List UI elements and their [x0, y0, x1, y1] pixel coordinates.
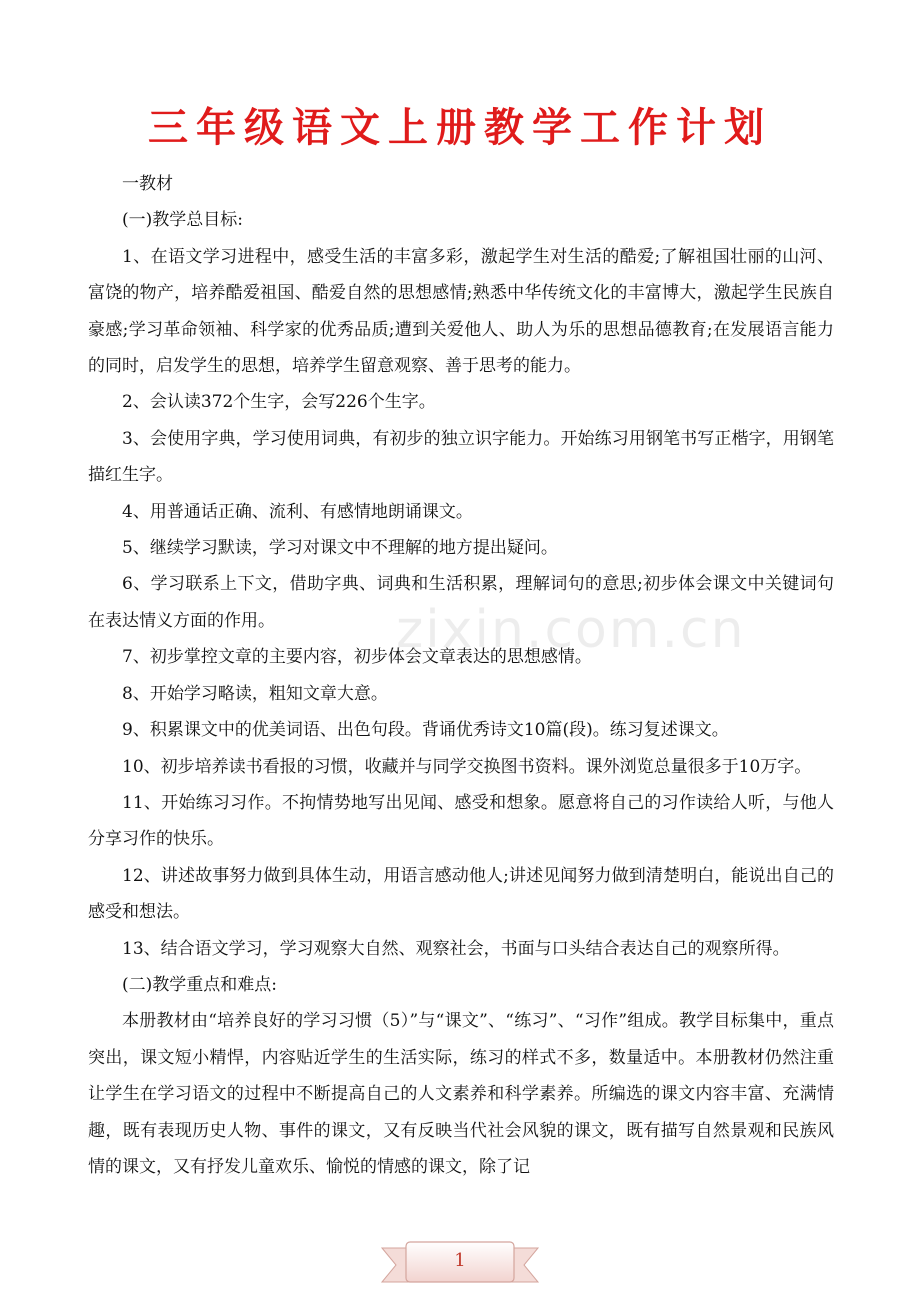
paragraph: 12、讲述故事努力做到具体生动，用语言感动他人;讲述见闻努力做到清楚明白，能说出自己的感受和想法。: [88, 865, 834, 923]
paragraph: 1、在语文学习进程中，感受生活的丰富多彩，激起学生对生活的酷爱;了解祖国壮丽的山河、富饶的物产，培养酷爱祖国、酷爱自然的思想感情;熟悉中华传统文化的丰富博大，激起学生民族自豪感;学习革命领袖、科学家的优秀品质;遭到关爱他人、助人为乐的思想品德教育;在发展语言能力的同时，启发学生的思想，培养学生留意观察、善于思考的能力。: [88, 246, 834, 377]
page-title: 三年级语文上册教学工作计划: [148, 105, 772, 151]
subsection-heading: (二)教学重点和难点:: [122, 974, 277, 995]
page-number: 1: [454, 1250, 466, 1271]
paragraph: 5、继续学习默读，学习对课文中不理解的地方提出疑问。: [122, 538, 558, 559]
document-body: [88, 166, 834, 1185]
section-heading: 一教材: [122, 174, 173, 194]
paragraph: 8、开始学习略读，粗知文章大意。: [122, 683, 388, 704]
page-number-badge: [380, 1238, 540, 1288]
paragraph: 本册教材由“培养良好的学习习惯（5）”与“课文”、“练习”、“习作”组成。教学目标集中，重点突出，课文短小精悍，内容贴近学生的生活实际，练习的样式不多，数量适中。本册教材仍然注重让学生在学习语文的过程中不断提高自己的人文素养和科学素养。所编选的课文内容丰富、充满情趣，既有表现历史人物、事件的课文，又有反映当代社会风貌的课文，既有描写自然景观和民族风情的课文，又有抒发儿童欢乐、愉悦的情感的课文，除了记: [88, 1011, 834, 1177]
paragraph: 13、结合语文学习，学习观察大自然、观察社会，书面与口头结合表达自己的观察所得。: [122, 938, 790, 959]
watermark: zixin.com.cn: [396, 600, 746, 660]
paragraph: 10、初步培养读书看报的习惯，收藏并与同学交换图书资料。课外浏览总量很多于10万字。: [122, 756, 812, 777]
paragraph: 2、会认读372个生字，会写226个生字。: [122, 392, 436, 413]
paragraph: 6、学习联系上下文，借助字典、词典和生活积累，理解词句的意思;初步体会课文中关键词句在表达情义方面的作用。: [88, 574, 834, 631]
paragraph: 4、用普通话正确、流利、有感情地朗诵课文。: [122, 501, 473, 522]
subsection-heading: (一)教学总目标:: [122, 210, 243, 231]
paragraph: 7、初步掌控文章的主要内容，初步体会文章表达的思想感情。: [122, 647, 592, 668]
paragraph: 3、会使用字典，学习使用词典，有初步的独立识字能力。开始练习用钢笔书写正楷字，用钢笔描红生字。: [88, 428, 834, 486]
paragraph: 11、开始练习习作。不拘情势地写出见闻、感受和想象。愿意将自己的习作读给人听，与他人分享习作的快乐。: [88, 792, 834, 850]
paragraph: 9、积累课文中的优美词语、出色句段。背诵优秀诗文10篇(段)。练习复述课文。: [122, 720, 729, 741]
